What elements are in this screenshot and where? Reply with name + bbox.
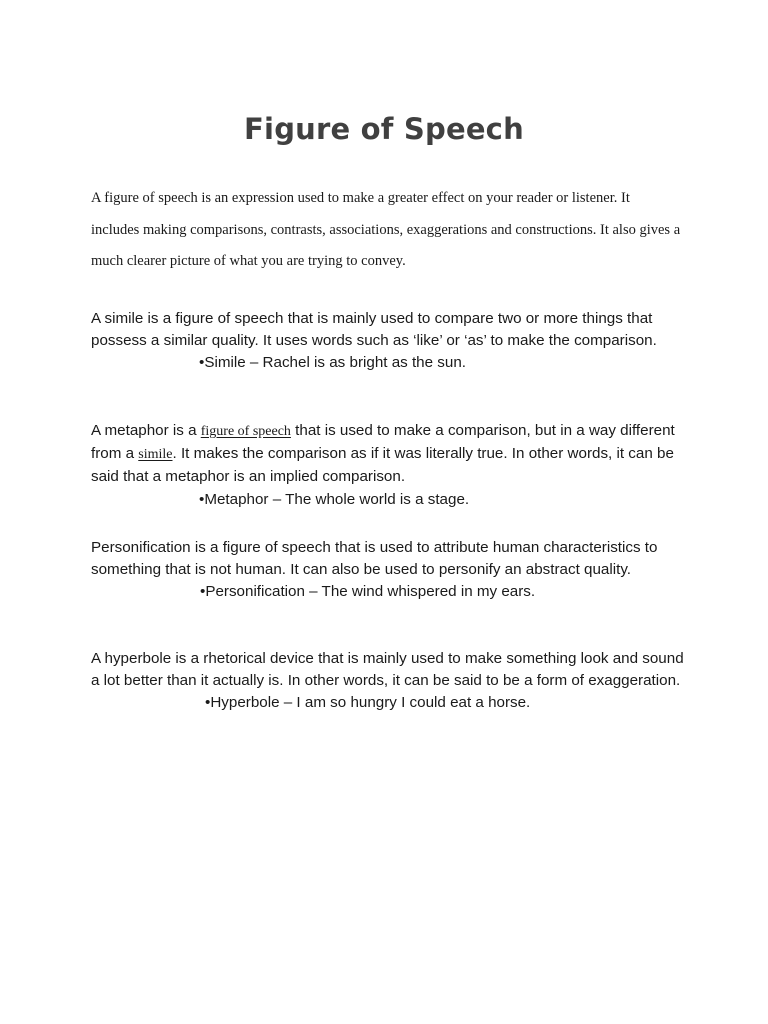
- personification-section: [91, 537, 691, 604]
- hyperbole-example: •Hyperbole – I am so hungry I could eat a horse.: [205, 694, 531, 712]
- simile-link[interactable]: simile: [138, 447, 173, 463]
- figure-of-speech-link[interactable]: figure of speech: [200, 424, 291, 439]
- simile-section: [91, 308, 691, 375]
- personification-example: •Personification – The wind whispered in my ears.: [200, 583, 536, 601]
- personification-definition: Personification is a figure of speech that is used to attribute human characteristics to something that is not human. It can also be used to personify an abstract quality.: [91, 539, 658, 579]
- metaphor-example: •Metaphor – The whole world is a stage.: [199, 490, 470, 508]
- simile-example: •Simile – Rachel is as bright as the sun.: [199, 354, 467, 372]
- page-title: Figure of Speech: [244, 112, 524, 146]
- hyperbole-definition: A hyperbole is a rhetorical device that is mainly used to make something look and sound a lot better than it actually is. In other words, it can be said to be a form of exaggeration.: [91, 650, 684, 690]
- metaphor-definition: [91, 420, 691, 489]
- metaphor-text-mid: that is used to make a comparison, but in a way different from a: [91, 422, 675, 463]
- metaphor-text-start: A metaphor is a: [91, 422, 201, 439]
- simile-definition: A simile is a figure of speech that is mainly used to compare two or more things that possess a similar quality. It uses words such as ‘like’ or ‘as’ to make the comparison.: [91, 310, 657, 350]
- metaphor-text-end: . It makes the comparison as if it was literally true. In other words, it can be said that a metaphor is an implied comparison.: [91, 445, 674, 486]
- hyperbole-section: [91, 648, 691, 715]
- intro-paragraph: A figure of speech is an expression used to make a greater effect on your reader or listener. It includes making comparisons, contrasts, associations, exaggerations and constructions. It also gives a much clearer picture of what you are trying to convey.: [91, 190, 681, 269]
- metaphor-section: [91, 420, 691, 511]
